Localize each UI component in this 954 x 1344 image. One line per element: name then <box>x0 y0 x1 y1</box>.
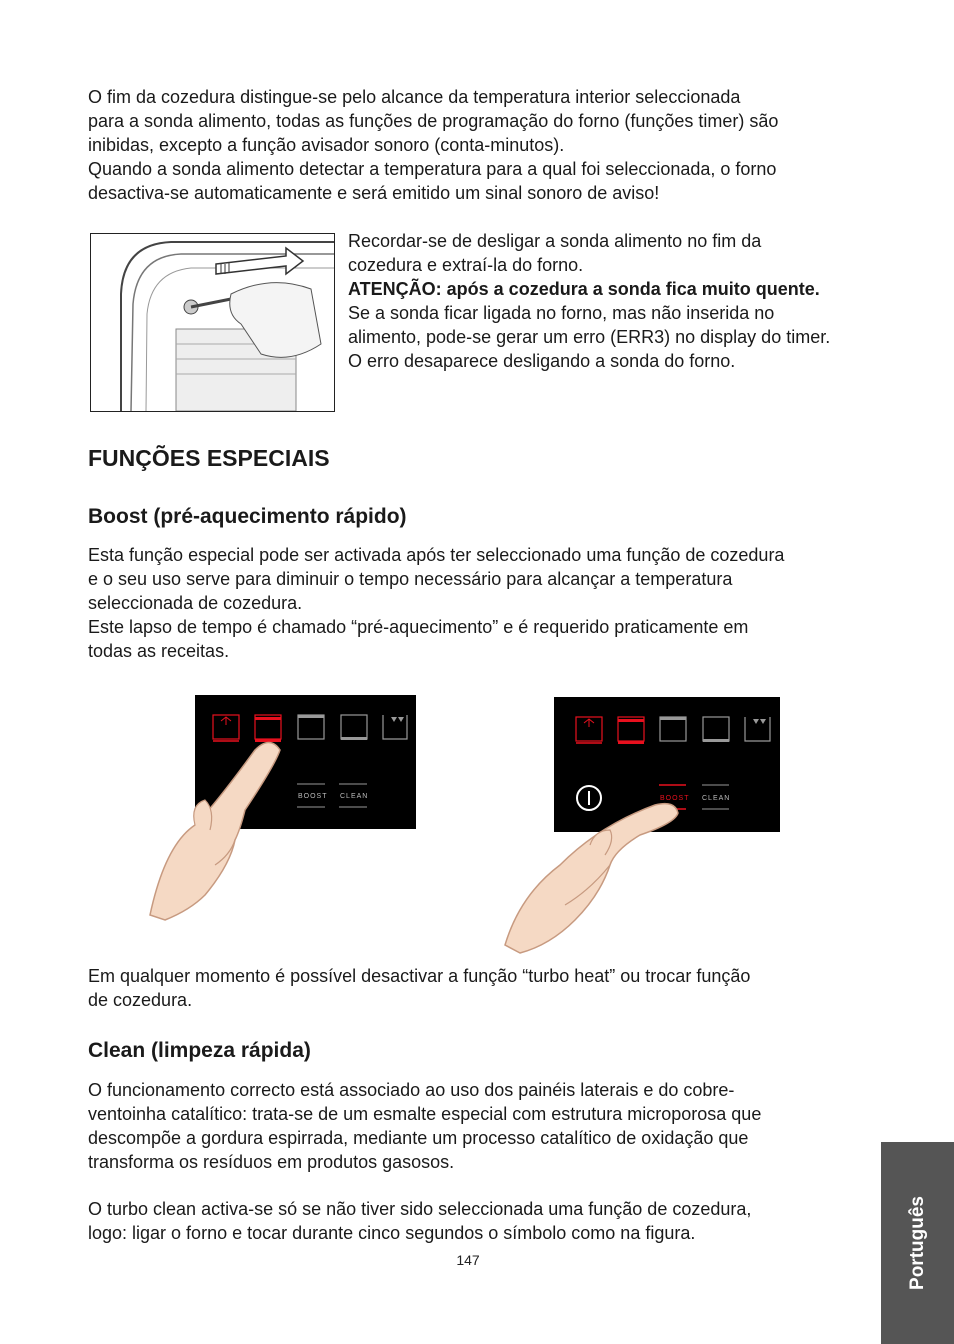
finger-pointer-1 <box>135 735 295 925</box>
language-tab-label: Português <box>906 1196 928 1290</box>
intro-paragraph: O fim da cozedura distingue-se pelo alcance da temperatura interior seleccionada para a sonda alimento, todas as funções de programação do forno (funções timer) são inibidas, excepto a função avisador sonoro (conta-minutos). Quando a sonda alimento detectar a temperatura para a qual foi seleccionada, o forno desactiva-se automaticamente e será emitido um sinal sonoro de aviso! <box>88 87 779 203</box>
boost-label[interactable]: BOOST <box>298 793 328 800</box>
boost-heading: Boost (pré-aquecimento rápido) <box>88 505 407 528</box>
boost-label-active[interactable]: BOOST <box>660 795 690 802</box>
clean-label[interactable]: CLEAN <box>340 793 369 800</box>
finger-pointer-2 <box>500 795 690 955</box>
boost-paragraph: Esta função especial pode ser activada após ter seleccionado uma função de cozedura e o seu uso serve para diminuir o tempo necessário para alcançar a temperatura seleccionada de cozedura. Este lapso de tempo é chamado “pré-aquecimento” e é requerido praticamente em todas as receitas. <box>88 545 785 661</box>
clean-label-2[interactable]: CLEAN <box>702 795 731 802</box>
section-title: FUNÇÕES ESPECIAIS <box>88 445 330 471</box>
clean-paragraph: O funcionamento correcto está associado ao uso dos painéis laterais e do cobre- ventoinha catalítico: trata-se de um esmalte especial com estrutura microporosa que descompõe a gordura espirrada, mediante um processo catalítico de oxidação que transforma os resíduos em produtos gasosos. <box>88 1080 762 1172</box>
boost-after-paragraph: Em qualquer momento é possível desactivar a função “turbo heat” ou trocar função de cozedura. <box>88 966 751 1010</box>
clean-heading: Clean (limpeza rápida) <box>88 1039 311 1062</box>
probe-removal-illustration <box>90 233 335 412</box>
probe-note: Recordar-se de desligar a sonda alimento no fim da cozedura e extraí-la do forno. ATENÇÃO: após a cozedura a sonda fica muito quente. Se a sonda ficar ligada no forno, mas não inserida no alimento, pode-se gerar um erro (ERR3) no display do timer. O erro desaparece desligando a sonda do forno. <box>348 231 831 371</box>
language-tab <box>881 1142 954 1344</box>
page-number: 147 <box>456 1252 480 1268</box>
clean-paragraph-2: O turbo clean activa-se só se não tiver sido seleccionada uma função de cozedura, logo: ligar o forno e tocar durante cinco segundos o símbolo como na figura. <box>88 1199 752 1243</box>
